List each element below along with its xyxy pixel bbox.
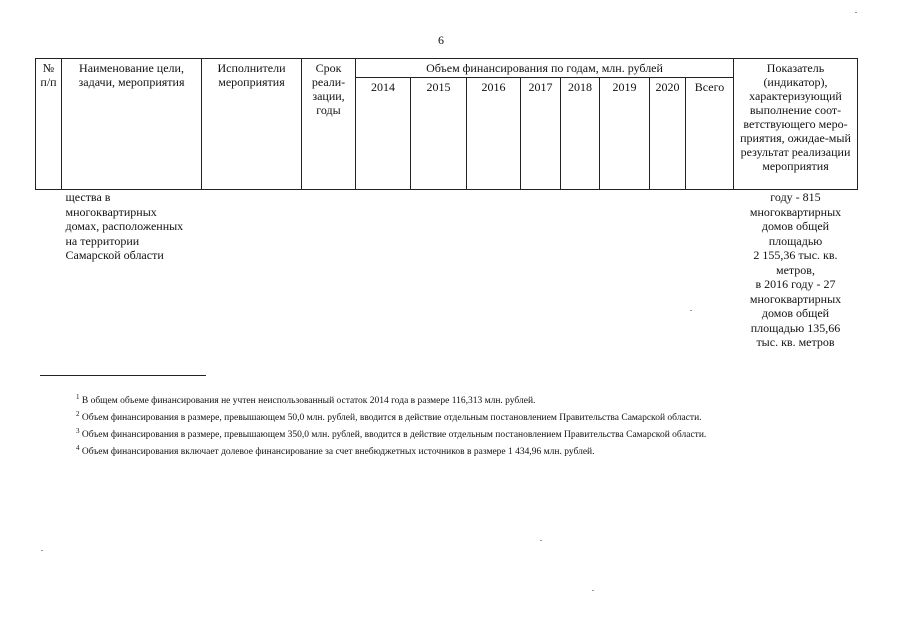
cell-executors [202,190,302,350]
cell-2014 [356,190,411,350]
indicator-line: метров, [776,262,815,277]
scan-speck [690,310,692,311]
table-row [36,190,858,350]
header-funding-group: Объем финансирования по годам, млн. рублей [356,59,734,78]
footnote-mark: 3 [76,427,80,436]
header-year-2018: 2018 [561,78,600,190]
header-year-2014: 2014 [356,78,411,190]
footnote-divider [40,375,206,376]
header-name: Наименование цели, задачи, мероприятия [62,59,202,190]
cell-term [302,190,356,350]
header-year-2020: 2020 [650,78,686,190]
footnote-text: Объем финансирования в размере, превышающем 50,0 млн. рублей, вводится в действие отдельным постановлением Правительства Самарской области. [81,413,702,424]
indicator-line: году - 815 [770,190,821,204]
header-year-2017: 2017 [521,78,561,190]
footnote-mark: 1 [76,393,80,401]
header-term: Срок реали-зации, годы [302,59,356,190]
name-line: многоквартирных [65,204,157,219]
indicator-line: домов общей [761,306,830,320]
name-line: щества в [65,190,111,204]
cell-2017 [521,190,561,350]
scan-speck [540,540,542,541]
footnote-mark: 4 [76,444,80,453]
cell-2018 [561,190,600,350]
name-line: Самарской области [65,248,164,262]
header-indicator: Показатель (индикатор), характеризующий выполнение соот-ветствующего меро-приятия, ожидае-мый результат реализации мероприятия [734,59,858,190]
indicator-line: многоквартирных [749,204,842,219]
footnote-3 [76,425,866,442]
indicator-line: домов общей [761,219,830,233]
name-line: на территории [65,233,140,248]
header-year-2015: 2015 [411,78,467,190]
footnote-1 [76,391,866,408]
indicator-line: площадью [768,233,823,248]
cell-2019 [600,190,650,350]
indicator-line: тыс. кв. метров [756,335,835,349]
cell-2015 [411,190,467,350]
indicator-line: площадью 135,66 [750,320,841,335]
cell-num [36,190,62,350]
footnotes [76,391,866,460]
cell-indicator [734,190,858,350]
name-line: домах, расположенных [65,219,184,233]
header-year-2019: 2019 [600,78,650,190]
footnote-2 [76,408,866,425]
scan-speck [855,12,857,13]
header-year-2016: 2016 [467,78,521,190]
header-num: № п/п [36,59,62,190]
footnote-text: В общем объеме финансирования не учтен неиспользованный остаток 2014 года в размере 116,313 млн. рублей. [81,396,536,407]
cell-total [686,190,734,350]
footnote-text: Объем финансирования в размере, превышающем 350,0 млн. рублей, вводится в действие отдельным постановлением Правительства Самарской области. [81,430,707,441]
cell-name [62,190,202,350]
program-table [35,58,858,350]
scan-speck [41,550,43,551]
footnote-text: Объем финансирования включает долевое финансирование за счет внебюджетных источников в размере 1 434,96 млн. рублей. [81,447,595,458]
footnote-mark: 2 [76,410,80,419]
cell-2016 [467,190,521,350]
cell-2020 [650,190,686,350]
indicator-line: многоквартирных [749,291,842,306]
page-number: 6 [438,33,444,47]
header-total: Всего [686,78,734,190]
footnote-4 [76,442,866,459]
indicator-line: в 2016 году - 27 [755,277,836,291]
scan-speck [592,590,594,591]
header-executors: Исполнители мероприятия [202,59,302,190]
indicator-line: 2 155,36 тыс. кв. [753,248,838,262]
